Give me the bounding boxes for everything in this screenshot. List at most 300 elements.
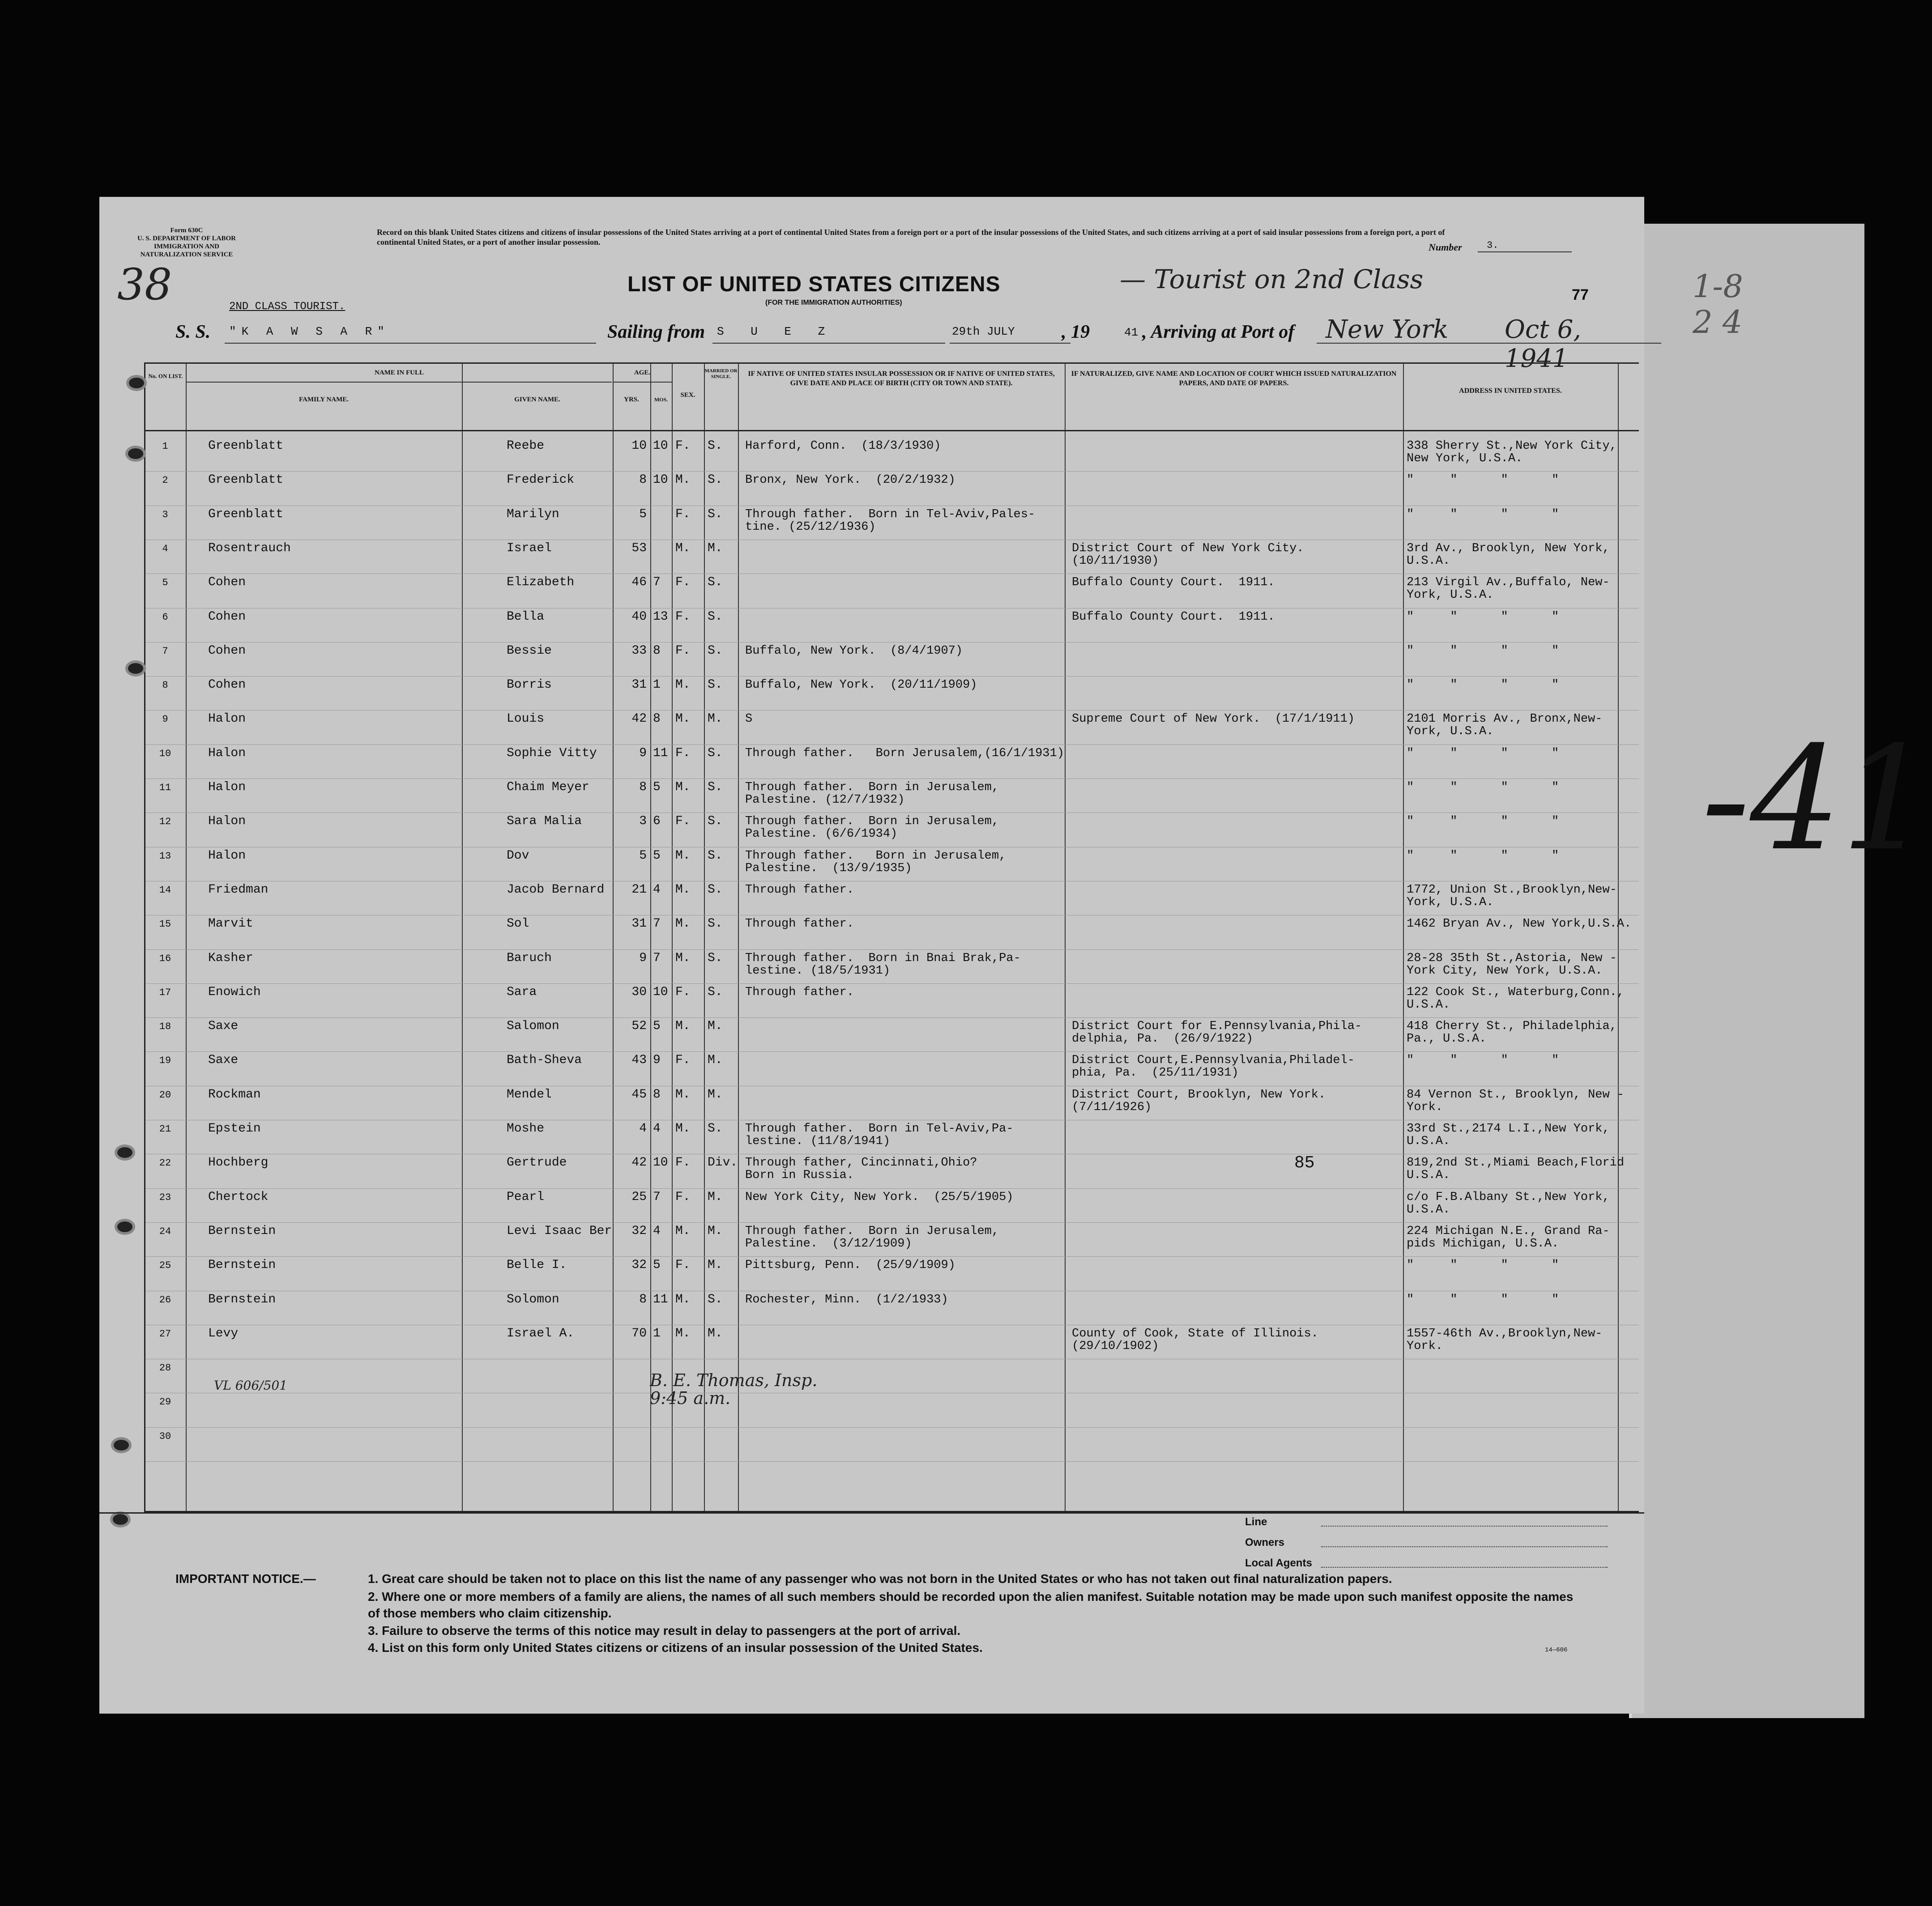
- header-naturalized: IF NATURALIZED, GIVE NAME AND LOCATION OF COURT WHICH ISSUED NATURALIZATION PAPERS, AND DATE OF PAPERS.: [1071, 370, 1397, 387]
- header-birthplace: IF NATIVE OF UNITED STATES INSULAR POSSESSION OR IF NATIVE OF UNITED STATES, GIVE DATE AND PLACE OF BIRTH (CITY OR TOWN AND STATE).: [748, 370, 1055, 387]
- row-rule: [145, 1256, 1639, 1257]
- cell-ms: S.: [708, 848, 723, 863]
- row-number: 28: [159, 1362, 171, 1374]
- cell-yrs: 32: [631, 1258, 647, 1272]
- header-address: ADDRESS IN UNITED STATES.: [1459, 387, 1562, 395]
- cell-yrs: 53: [631, 541, 647, 555]
- cell-nat: District Court, Brooklyn, New York. (7/11/1926): [1072, 1088, 1326, 1114]
- cell-family: Friedman: [208, 882, 269, 897]
- cell-ms: S.: [708, 917, 723, 931]
- arrival-underline: [1317, 343, 1661, 344]
- cell-addr: " " " ": [1407, 644, 1559, 658]
- header-age: AGE.: [634, 369, 651, 376]
- background-sheet: [1629, 224, 1864, 1718]
- header-sex: SEX.: [680, 391, 695, 399]
- cell-birth: Through father.: [745, 985, 854, 999]
- row-number: 29: [159, 1396, 171, 1408]
- row-number: 2: [162, 475, 168, 486]
- cell-mos: 7: [653, 951, 661, 965]
- cell-addr: 224 Michigan N.E., Grand Ra- pids Michigan, U.S.A.: [1407, 1224, 1610, 1251]
- cell-mos: 5: [653, 848, 661, 863]
- cell-sex: M.: [675, 848, 691, 863]
- row-number: 5: [162, 577, 168, 589]
- cell-nat: Supreme Court of New York. (17/1/1911): [1072, 712, 1355, 726]
- cell-ms: S.: [708, 575, 723, 590]
- row-number: 15: [159, 919, 171, 930]
- cell-addr: 3rd Av., Brooklyn, New York, U.S.A.: [1407, 541, 1610, 568]
- manifest-page: [99, 197, 1932, 1714]
- cell-nat: District Court of New York City. (10/11/1930): [1072, 541, 1304, 568]
- row-rule: [145, 1051, 1639, 1052]
- row-number: 20: [159, 1089, 171, 1101]
- cell-sex: F.: [675, 507, 691, 521]
- cell-family: Marvit: [208, 917, 253, 931]
- cell-family: Halon: [208, 746, 246, 760]
- cell-birth: Through father. Born in Jerusalem, Palestine. (6/6/1934): [745, 815, 999, 841]
- cell-addr: 338 Sherry St.,New York City, New York, U.S.A.: [1407, 439, 1617, 465]
- cell-birth: Rochester, Minn. (1/2/1933): [745, 1293, 948, 1306]
- cell-nat: Buffalo County Court. 1911.: [1072, 576, 1275, 590]
- cell-given: Bessie: [507, 643, 552, 658]
- cell-family: Epstein: [208, 1122, 261, 1136]
- notice-item-4: 4. List on this form only United States citizens or citizens of an insular possession of the United States.: [368, 1641, 983, 1655]
- cell-given: Gertrude: [507, 1156, 567, 1170]
- cell-ms: M.: [708, 1190, 723, 1204]
- row-number: 11: [159, 782, 171, 793]
- cell-ms: S.: [708, 780, 723, 794]
- row-number: 7: [162, 645, 168, 657]
- cell-given: Sara: [507, 985, 537, 999]
- cell-yrs: 3: [639, 814, 647, 829]
- cell-family: Levy: [208, 1326, 239, 1340]
- cell-mos: 1: [653, 1326, 661, 1340]
- cell-yrs: 8: [639, 1292, 647, 1306]
- row-number: 16: [159, 953, 171, 964]
- cell-mos: 10: [653, 473, 668, 487]
- row-rule: [145, 471, 1639, 472]
- cell-birth: Through father. Born in Tel-Aviv,Pa- lestine. (11/8/1941): [745, 1122, 1014, 1148]
- cell-birth: Through father. Born in Tel-Aviv,Pales- tine. (25/12/1936): [745, 507, 1036, 534]
- cell-sex: F.: [675, 643, 691, 658]
- form-identifier: [135, 226, 238, 259]
- cell-addr: " " " ": [1407, 507, 1559, 521]
- cell-given: Borris: [507, 678, 552, 692]
- header-months: MOS.: [654, 396, 668, 403]
- department-name: U. S. DEPARTMENT OF LABOR: [137, 235, 236, 242]
- cell-ms: M.: [708, 1326, 723, 1340]
- header-no-on-list: No. ON LIST.: [148, 373, 183, 379]
- cell-family: Cohen: [208, 643, 246, 658]
- cell-sex: M.: [675, 1326, 691, 1340]
- cell-given: Dov: [507, 848, 529, 863]
- cell-mos: 8: [653, 643, 661, 658]
- cell-sex: M.: [675, 712, 691, 726]
- footer-divider: [99, 1512, 1644, 1514]
- cell-ms: M.: [708, 541, 723, 555]
- cell-birth: Through father.: [745, 917, 854, 931]
- cell-sex: F.: [675, 1190, 691, 1204]
- cell-given: Louis: [507, 712, 545, 726]
- cell-ms: S.: [708, 985, 723, 999]
- cell-yrs: 31: [631, 917, 647, 931]
- cell-mos: 10: [653, 439, 668, 453]
- cell-yrs: 45: [631, 1087, 647, 1102]
- cell-family: Greenblatt: [208, 439, 284, 453]
- cell-mos: 7: [653, 1190, 661, 1204]
- header-years: YRS.: [624, 396, 639, 403]
- cell-family: Greenblatt: [208, 507, 284, 521]
- cell-yrs: 40: [631, 609, 647, 624]
- cell-birth: Through father. Born in Jerusalem, Palestine. (12/7/1932): [745, 781, 999, 807]
- cell-family: Bernstein: [208, 1224, 276, 1238]
- cell-yrs: 9: [639, 951, 647, 965]
- cell-given: Israel A.: [507, 1326, 575, 1340]
- cell-addr: c/o F.B.Albany St.,New York, U.S.A.: [1407, 1190, 1610, 1217]
- cell-ms: Div.: [708, 1156, 738, 1170]
- row-number: 26: [159, 1294, 171, 1306]
- page-number: 77: [1572, 286, 1589, 303]
- cell-given: Solomon: [507, 1292, 559, 1306]
- class-label: 2ND CLASS TOURIST.: [229, 301, 345, 313]
- row-rule: [145, 1461, 1639, 1462]
- cell-birth: Pittsburg, Penn. (25/9/1909): [745, 1259, 955, 1272]
- port-underline: [712, 343, 945, 344]
- cell-family: Bernstein: [208, 1258, 276, 1272]
- cell-addr: " " " ": [1407, 781, 1559, 794]
- page-subtitle: (FOR THE IMMIGRATION AUTHORITIES): [765, 299, 902, 306]
- cell-addr: " " " ": [1407, 746, 1559, 760]
- cell-mos: 11: [653, 1292, 668, 1306]
- row-rule: [145, 983, 1639, 984]
- row-number: 12: [159, 816, 171, 828]
- cell-addr: 1772, Union St.,Brooklyn,New- York, U.S.A.: [1407, 883, 1617, 909]
- row-number: 17: [159, 987, 171, 998]
- cell-sex: F.: [675, 814, 691, 829]
- cell-family: Bernstein: [208, 1292, 276, 1306]
- cell-ms: M.: [708, 1019, 723, 1034]
- punch-hole: [110, 1511, 131, 1527]
- record-instructions: Record on this blank United States citizens and citizens of insular possessions of the United States arriving at a port of continental United States from a foreign port or a port of the insular possessions of the United States, and such citizens arriving at a port of said insular possessions from a foreign port, a port of continental United States, or a port of another insular possession.: [377, 228, 1445, 247]
- cell-mos: 7: [653, 575, 661, 590]
- cell-mos: 4: [653, 1224, 661, 1238]
- cell-sex: F.: [675, 985, 691, 999]
- arrival-date: Oct 6, 1941: [1505, 315, 1582, 373]
- cell-sex: M.: [675, 678, 691, 692]
- line-label: Line: [1245, 1516, 1267, 1528]
- cell-given: Marilyn: [507, 507, 559, 521]
- cell-addr: 1462 Bryan Av., New York,U.S.A.: [1407, 917, 1632, 931]
- cell-sex: M.: [675, 1122, 691, 1136]
- cell-given: Bath-Sheva: [507, 1053, 582, 1068]
- cell-addr: 213 Virgil Av.,Buffalo, New- York, U.S.A.: [1407, 576, 1610, 602]
- row-rule: [145, 949, 1639, 950]
- cell-sex: F.: [675, 1156, 691, 1170]
- cell-given: Mendel: [507, 1087, 552, 1102]
- inspector-signature: B. E. Thomas, Insp. 9:45 a.m.: [650, 1370, 818, 1408]
- cell-yrs: 46: [631, 575, 647, 590]
- owners-label: Owners: [1245, 1536, 1285, 1549]
- cell-family: Halon: [208, 780, 246, 794]
- cell-mos: 5: [653, 1258, 661, 1272]
- cell-mos: 10: [653, 985, 668, 999]
- cell-nat: District Court for E.Pennsylvania,Phila- delphia, Pa. (26/9/1922): [1072, 1020, 1362, 1046]
- cell-family: Saxe: [208, 1053, 239, 1068]
- cell-birth: Through father. Born in Bnai Brak,Pa- lestine. (18/5/1931): [745, 951, 1021, 978]
- cell-family: Halon: [208, 712, 246, 726]
- cell-yrs: 10: [631, 439, 647, 453]
- service-name: IMMIGRATION AND NATURALIZATION SERVICE: [140, 243, 233, 258]
- date-underline: [950, 343, 1070, 344]
- cell-birth: Buffalo, New York. (8/4/1907): [745, 644, 963, 658]
- cell-addr: 84 Vernon St., Brooklyn, New - York.: [1407, 1088, 1625, 1114]
- cell-birth: Bronx, New York. (20/2/1932): [745, 473, 955, 487]
- center-number: 85: [1294, 1153, 1315, 1173]
- cell-mos: 5: [653, 780, 661, 794]
- punch-hole: [111, 1437, 132, 1453]
- cell-sex: M.: [675, 473, 691, 487]
- line-field: [1321, 1526, 1608, 1527]
- cell-family: Saxe: [208, 1019, 239, 1034]
- cell-mos: 8: [653, 1087, 661, 1102]
- sailing-date: 29th JULY: [952, 325, 1015, 338]
- punch-hole: [115, 1144, 135, 1161]
- cell-given: Chaim Meyer: [507, 780, 589, 794]
- cell-birth: Through father. Born in Jerusalem, Palestine. (13/9/1935): [745, 849, 1007, 875]
- cell-addr: 33rd St.,2174 L.I.,New York, U.S.A.: [1407, 1122, 1610, 1148]
- notice-item-3: 3. Failure to observe the terms of this notice may result in delay to passengers at the port of arrival.: [368, 1624, 961, 1638]
- cell-yrs: 5: [639, 848, 647, 863]
- cell-birth: Through father. Born Jerusalem,(16/1/1931): [745, 746, 1064, 760]
- cell-mos: 8: [653, 712, 661, 726]
- cell-family: Halon: [208, 814, 246, 829]
- cell-ms: S.: [708, 439, 723, 453]
- cell-addr: 2101 Morris Av., Bronx,New- York, U.S.A.: [1407, 712, 1603, 739]
- row-number: 4: [162, 543, 168, 554]
- cell-sex: M.: [675, 1087, 691, 1102]
- cell-addr: " " " ": [1407, 1259, 1559, 1272]
- cell-family: Cohen: [208, 575, 246, 590]
- handwritten-corner-number: 38: [117, 260, 172, 310]
- row-number: 3: [162, 509, 168, 520]
- cell-ms: S.: [708, 507, 723, 521]
- cell-nat: Buffalo County Court. 1911.: [1072, 610, 1275, 624]
- arrival-port: New York: [1326, 315, 1449, 344]
- cell-sex: M.: [675, 541, 691, 555]
- cell-family: Kasher: [208, 951, 253, 965]
- cell-family: Halon: [208, 848, 246, 863]
- row-number: 6: [162, 611, 168, 623]
- cell-mos: 4: [653, 1122, 661, 1136]
- arriving-label: , Arriving at Port of: [1142, 322, 1295, 342]
- ship-name: "K A W S A R": [229, 325, 390, 338]
- year-suffix: 41: [1124, 326, 1139, 339]
- cell-addr: " " " ": [1407, 610, 1559, 624]
- cell-family: Cohen: [208, 609, 246, 624]
- citizens-table: [144, 362, 1639, 1512]
- row-number: 19: [159, 1055, 171, 1067]
- cell-yrs: 33: [631, 643, 647, 658]
- row-rule: [145, 1427, 1639, 1428]
- cell-yrs: 25: [631, 1190, 647, 1204]
- cell-given: Reebe: [507, 439, 545, 453]
- cell-yrs: 43: [631, 1053, 647, 1068]
- cell-family: Cohen: [208, 678, 246, 692]
- row-number: 23: [159, 1191, 171, 1203]
- cell-given: Sara Malia: [507, 814, 582, 829]
- cell-ms: S.: [708, 746, 723, 760]
- cell-yrs: 4: [639, 1122, 647, 1136]
- cell-ms: S.: [708, 678, 723, 692]
- row-rule: [145, 1017, 1639, 1018]
- cell-family: Greenblatt: [208, 473, 284, 487]
- punch-hole: [126, 375, 147, 391]
- header-family-name: FAMILY NAME.: [299, 396, 349, 403]
- owners-field: [1321, 1546, 1608, 1547]
- cell-nat: District Court,E.Pennsylvania,Philadel- phia, Pa. (25/11/1931): [1072, 1054, 1355, 1080]
- cell-sex: F.: [675, 575, 691, 590]
- cell-birth: Through father.: [745, 883, 854, 897]
- row-number: 8: [162, 680, 168, 691]
- cell-sex: M.: [675, 1224, 691, 1238]
- cell-addr: " " " ": [1407, 815, 1559, 829]
- cell-yrs: 70: [631, 1326, 647, 1340]
- cell-sex: F.: [675, 439, 691, 453]
- row-number: 27: [159, 1328, 171, 1340]
- cell-mos: 10: [653, 1156, 668, 1170]
- cell-birth: Through father, Cincinnati,Ohio? Born in Russia.: [745, 1156, 977, 1183]
- cell-given: Levi Isaac Ber: [507, 1224, 612, 1238]
- cell-yrs: 21: [631, 882, 647, 897]
- cell-yrs: 42: [631, 712, 647, 726]
- cell-given: Sol: [507, 917, 529, 931]
- cell-yrs: 42: [631, 1156, 647, 1170]
- cell-ms: S.: [708, 1122, 723, 1136]
- cell-ms: S.: [708, 951, 723, 965]
- cell-given: Sophie Vitty: [507, 746, 597, 760]
- cell-ms: S.: [708, 643, 723, 658]
- sailing-from-label: Sailing from: [607, 322, 705, 342]
- cell-addr: " " " ": [1407, 849, 1559, 863]
- cell-addr: " " " ": [1407, 1293, 1559, 1306]
- cell-family: Chertock: [208, 1190, 269, 1204]
- cell-yrs: 9: [639, 746, 647, 760]
- cell-sex: M.: [675, 1019, 691, 1034]
- cell-given: Bella: [507, 609, 545, 624]
- notice-heading: IMPORTANT NOTICE.—: [175, 1572, 316, 1586]
- cell-ms: M.: [708, 1224, 723, 1238]
- cell-nat: County of Cook, State of Illinois. (29/10/1902): [1072, 1327, 1318, 1353]
- cell-ms: M.: [708, 1087, 723, 1102]
- cell-addr: 122 Cook St., Waterburg,Conn., U.S.A.: [1407, 985, 1625, 1012]
- cell-sex: M.: [675, 882, 691, 897]
- cell-given: Baruch: [507, 951, 552, 965]
- cell-ms: M.: [708, 1258, 723, 1272]
- cell-ms: S.: [708, 882, 723, 897]
- cell-birth: New York City, New York. (25/5/1905): [745, 1190, 1014, 1204]
- row-rule: [145, 1188, 1639, 1189]
- hochberg-annotation: VL 606/501: [214, 1378, 288, 1393]
- row-number: 10: [159, 748, 171, 759]
- cell-yrs: 5: [639, 507, 647, 521]
- cell-sex: F.: [675, 609, 691, 624]
- cell-ms: S.: [708, 473, 723, 487]
- header-married-single: MARRIED OR SINGLE.: [704, 368, 738, 379]
- cell-family: Enowich: [208, 985, 261, 999]
- cell-sex: F.: [675, 1053, 691, 1068]
- punch-hole: [125, 660, 146, 676]
- cell-yrs: 31: [631, 678, 647, 692]
- cell-given: Israel: [507, 541, 552, 555]
- cell-family: Rockman: [208, 1087, 261, 1102]
- cell-sex: F.: [675, 746, 691, 760]
- cell-given: Jacob Bernard: [507, 882, 605, 897]
- row-number: 9: [162, 714, 168, 725]
- header-given-name: GIVEN NAME.: [514, 396, 560, 403]
- page-title: LIST OF UNITED STATES CITIZENS: [627, 272, 1001, 296]
- row-number: 30: [159, 1430, 171, 1442]
- cell-birth: Through father. Born in Jerusalem, Palestine. (3/12/1909): [745, 1224, 999, 1251]
- cell-mos: 5: [653, 1019, 661, 1034]
- cell-mos: 7: [653, 917, 661, 931]
- cell-yrs: 30: [631, 985, 647, 999]
- row-number: 14: [159, 884, 171, 896]
- cell-given: Frederick: [507, 473, 575, 487]
- cell-sex: F.: [675, 1258, 691, 1272]
- cell-addr: 28-28 35th St.,Astoria, New - York City, New York, U.S.A.: [1407, 951, 1617, 978]
- form-code: 14—606: [1545, 1646, 1568, 1654]
- cell-given: Pearl: [507, 1190, 545, 1204]
- local-agents-field: [1321, 1567, 1608, 1568]
- cell-ms: S.: [708, 609, 723, 624]
- row-number: 24: [159, 1225, 171, 1237]
- cell-birth: Harford, Conn. (18/3/1930): [745, 439, 941, 453]
- cell-addr: " " " ": [1407, 1054, 1559, 1068]
- cell-ms: M.: [708, 712, 723, 726]
- cell-yrs: 8: [639, 780, 647, 794]
- cell-given: Elizabeth: [507, 575, 575, 590]
- cell-yrs: 52: [631, 1019, 647, 1034]
- cell-addr: 1557-46th Av.,Brooklyn,New- York.: [1407, 1327, 1603, 1353]
- form-number: Form 630C: [170, 227, 203, 234]
- cell-sex: M.: [675, 780, 691, 794]
- cell-sex: M.: [675, 917, 691, 931]
- local-agents-label: Local Agents: [1245, 1557, 1312, 1569]
- cell-mos: 6: [653, 814, 661, 829]
- cell-mos: 13: [653, 609, 668, 624]
- ss-label: S. S.: [175, 322, 211, 342]
- cell-mos: 1: [653, 678, 661, 692]
- row-number: 21: [159, 1123, 171, 1135]
- cell-yrs: 8: [639, 473, 647, 487]
- cell-birth: Buffalo, New York. (20/11/1909): [745, 678, 977, 692]
- cell-addr: " " " ": [1407, 473, 1559, 487]
- cell-ms: S.: [708, 1292, 723, 1306]
- row-number: 25: [159, 1260, 171, 1272]
- cell-given: Belle I.: [507, 1258, 567, 1272]
- row-number: 22: [159, 1157, 171, 1169]
- cell-given: Salomon: [507, 1019, 559, 1034]
- cell-ms: M.: [708, 1053, 723, 1068]
- cell-mos: 11: [653, 746, 668, 760]
- cell-birth: S: [745, 712, 753, 726]
- cell-addr: 819,2nd St.,Miami Beach,Florid U.S.A.: [1407, 1156, 1625, 1183]
- ship-underline: [225, 343, 596, 344]
- number-label: Number: [1429, 242, 1462, 253]
- cell-mos: 9: [653, 1053, 661, 1068]
- row-number: 18: [159, 1021, 171, 1033]
- number-underline: [1478, 251, 1572, 252]
- notice-item-1: 1. Great care should be taken not to place on this list the name of any passenger who was not born in the United States or who has not taken out final naturalization papers.: [368, 1572, 1392, 1586]
